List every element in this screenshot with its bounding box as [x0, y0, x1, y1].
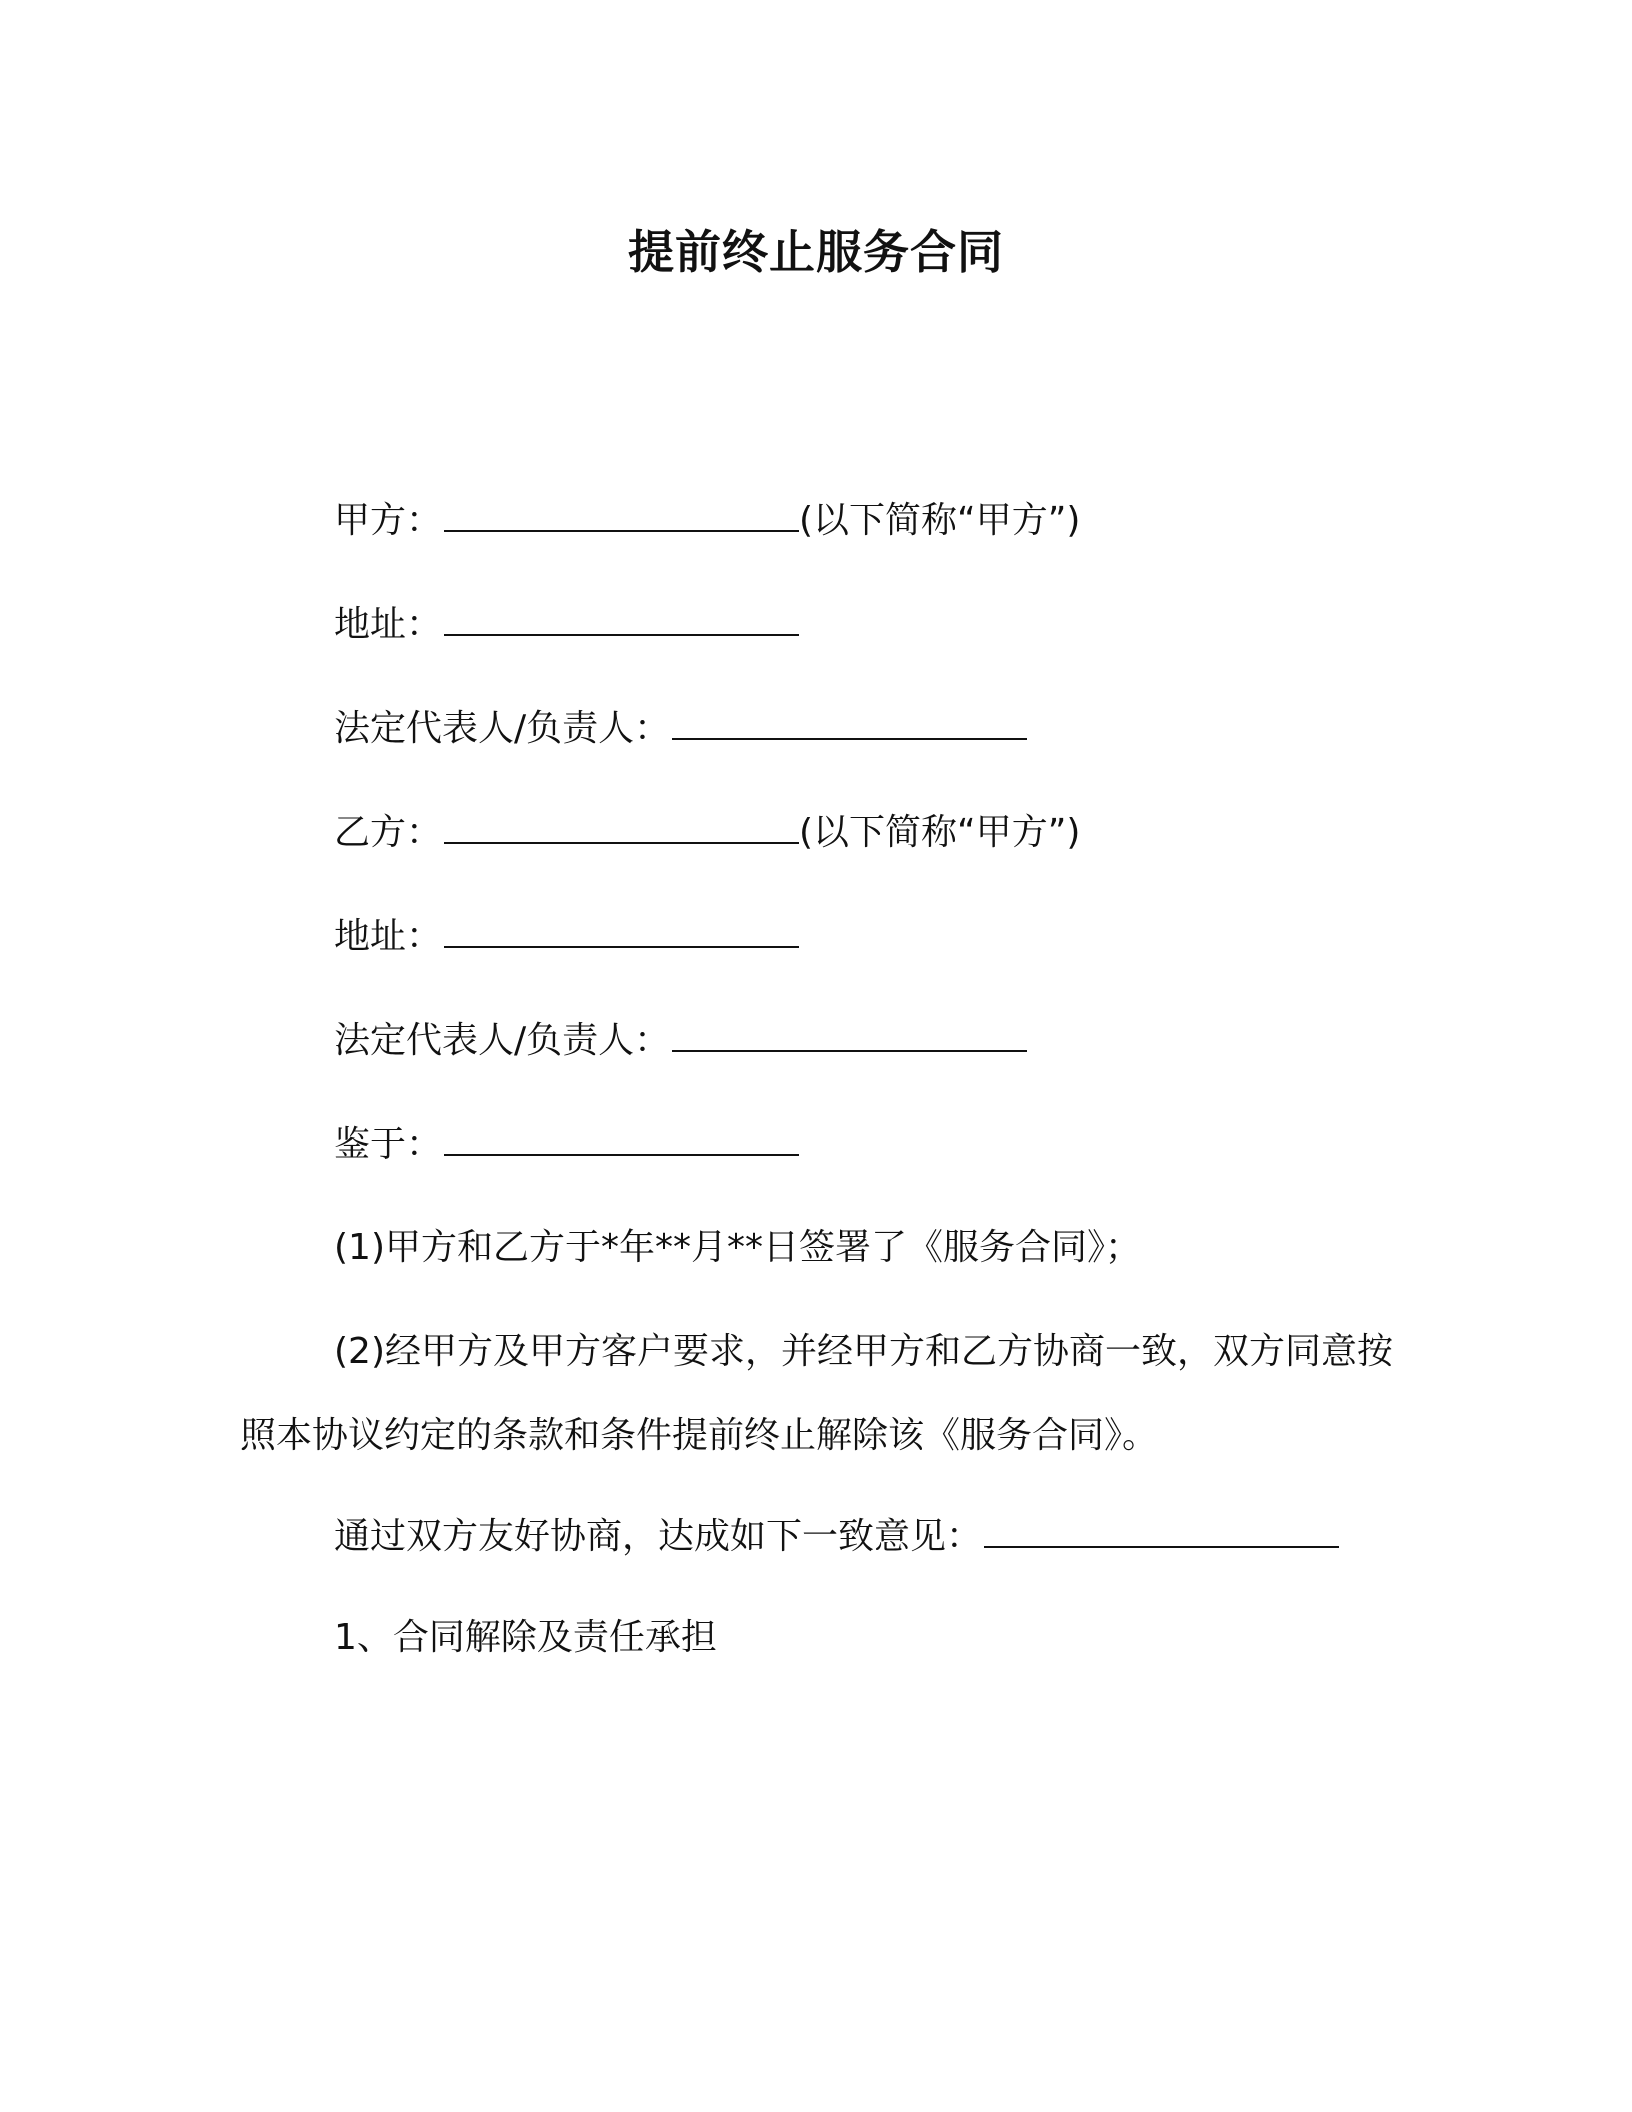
agreement-blank: [984, 1512, 1339, 1548]
rep-a-label: 法定代表人/负责人：: [334, 708, 671, 749]
party-a-blank: [444, 496, 799, 532]
rep-b-blank: [672, 1016, 1027, 1052]
address-b-line: [334, 912, 799, 961]
whereas-line: [334, 1120, 799, 1169]
rep-b-line: [334, 1016, 1027, 1065]
party-a-label: 甲方：: [334, 500, 443, 541]
rep-b-label: 法定代表人/负责人：: [334, 1020, 671, 1061]
party-a-line: [334, 496, 1080, 545]
party-b-blank: [444, 808, 799, 844]
address-a-line: [334, 600, 799, 649]
party-b-line: [334, 808, 1080, 857]
rep-a-blank: [672, 704, 1027, 740]
whereas-label: 鉴于：: [334, 1124, 443, 1165]
document-title: 提前终止服务合同: [628, 225, 1004, 279]
agreement-line: [334, 1512, 1339, 1561]
address-b-label: 地址：: [334, 916, 443, 957]
section-1-heading: 1、合同解除及责任承担: [334, 1617, 717, 1658]
rep-a-line: [334, 704, 1027, 753]
clause-2: (2)经甲方及甲方客户要求，并经甲方和乙方协商一致，双方同意按照本协议约定的条款和条件提前终止解除该《服务合同》。: [240, 1331, 1393, 1456]
party-b-label: 乙方：: [334, 812, 443, 853]
agreement-label: 通过双方友好协商，达成如下一致意见：: [334, 1516, 983, 1557]
address-a-blank: [444, 600, 799, 636]
party-b-suffix: (以下简称“甲方”): [799, 812, 1081, 853]
address-a-label: 地址：: [334, 604, 443, 645]
address-b-blank: [444, 912, 799, 948]
clause-1: (1)甲方和乙方于*年**月**日签署了《服务合同》；: [334, 1227, 1141, 1268]
whereas-blank: [444, 1120, 799, 1156]
party-a-suffix: (以下简称“甲方”): [799, 500, 1081, 541]
